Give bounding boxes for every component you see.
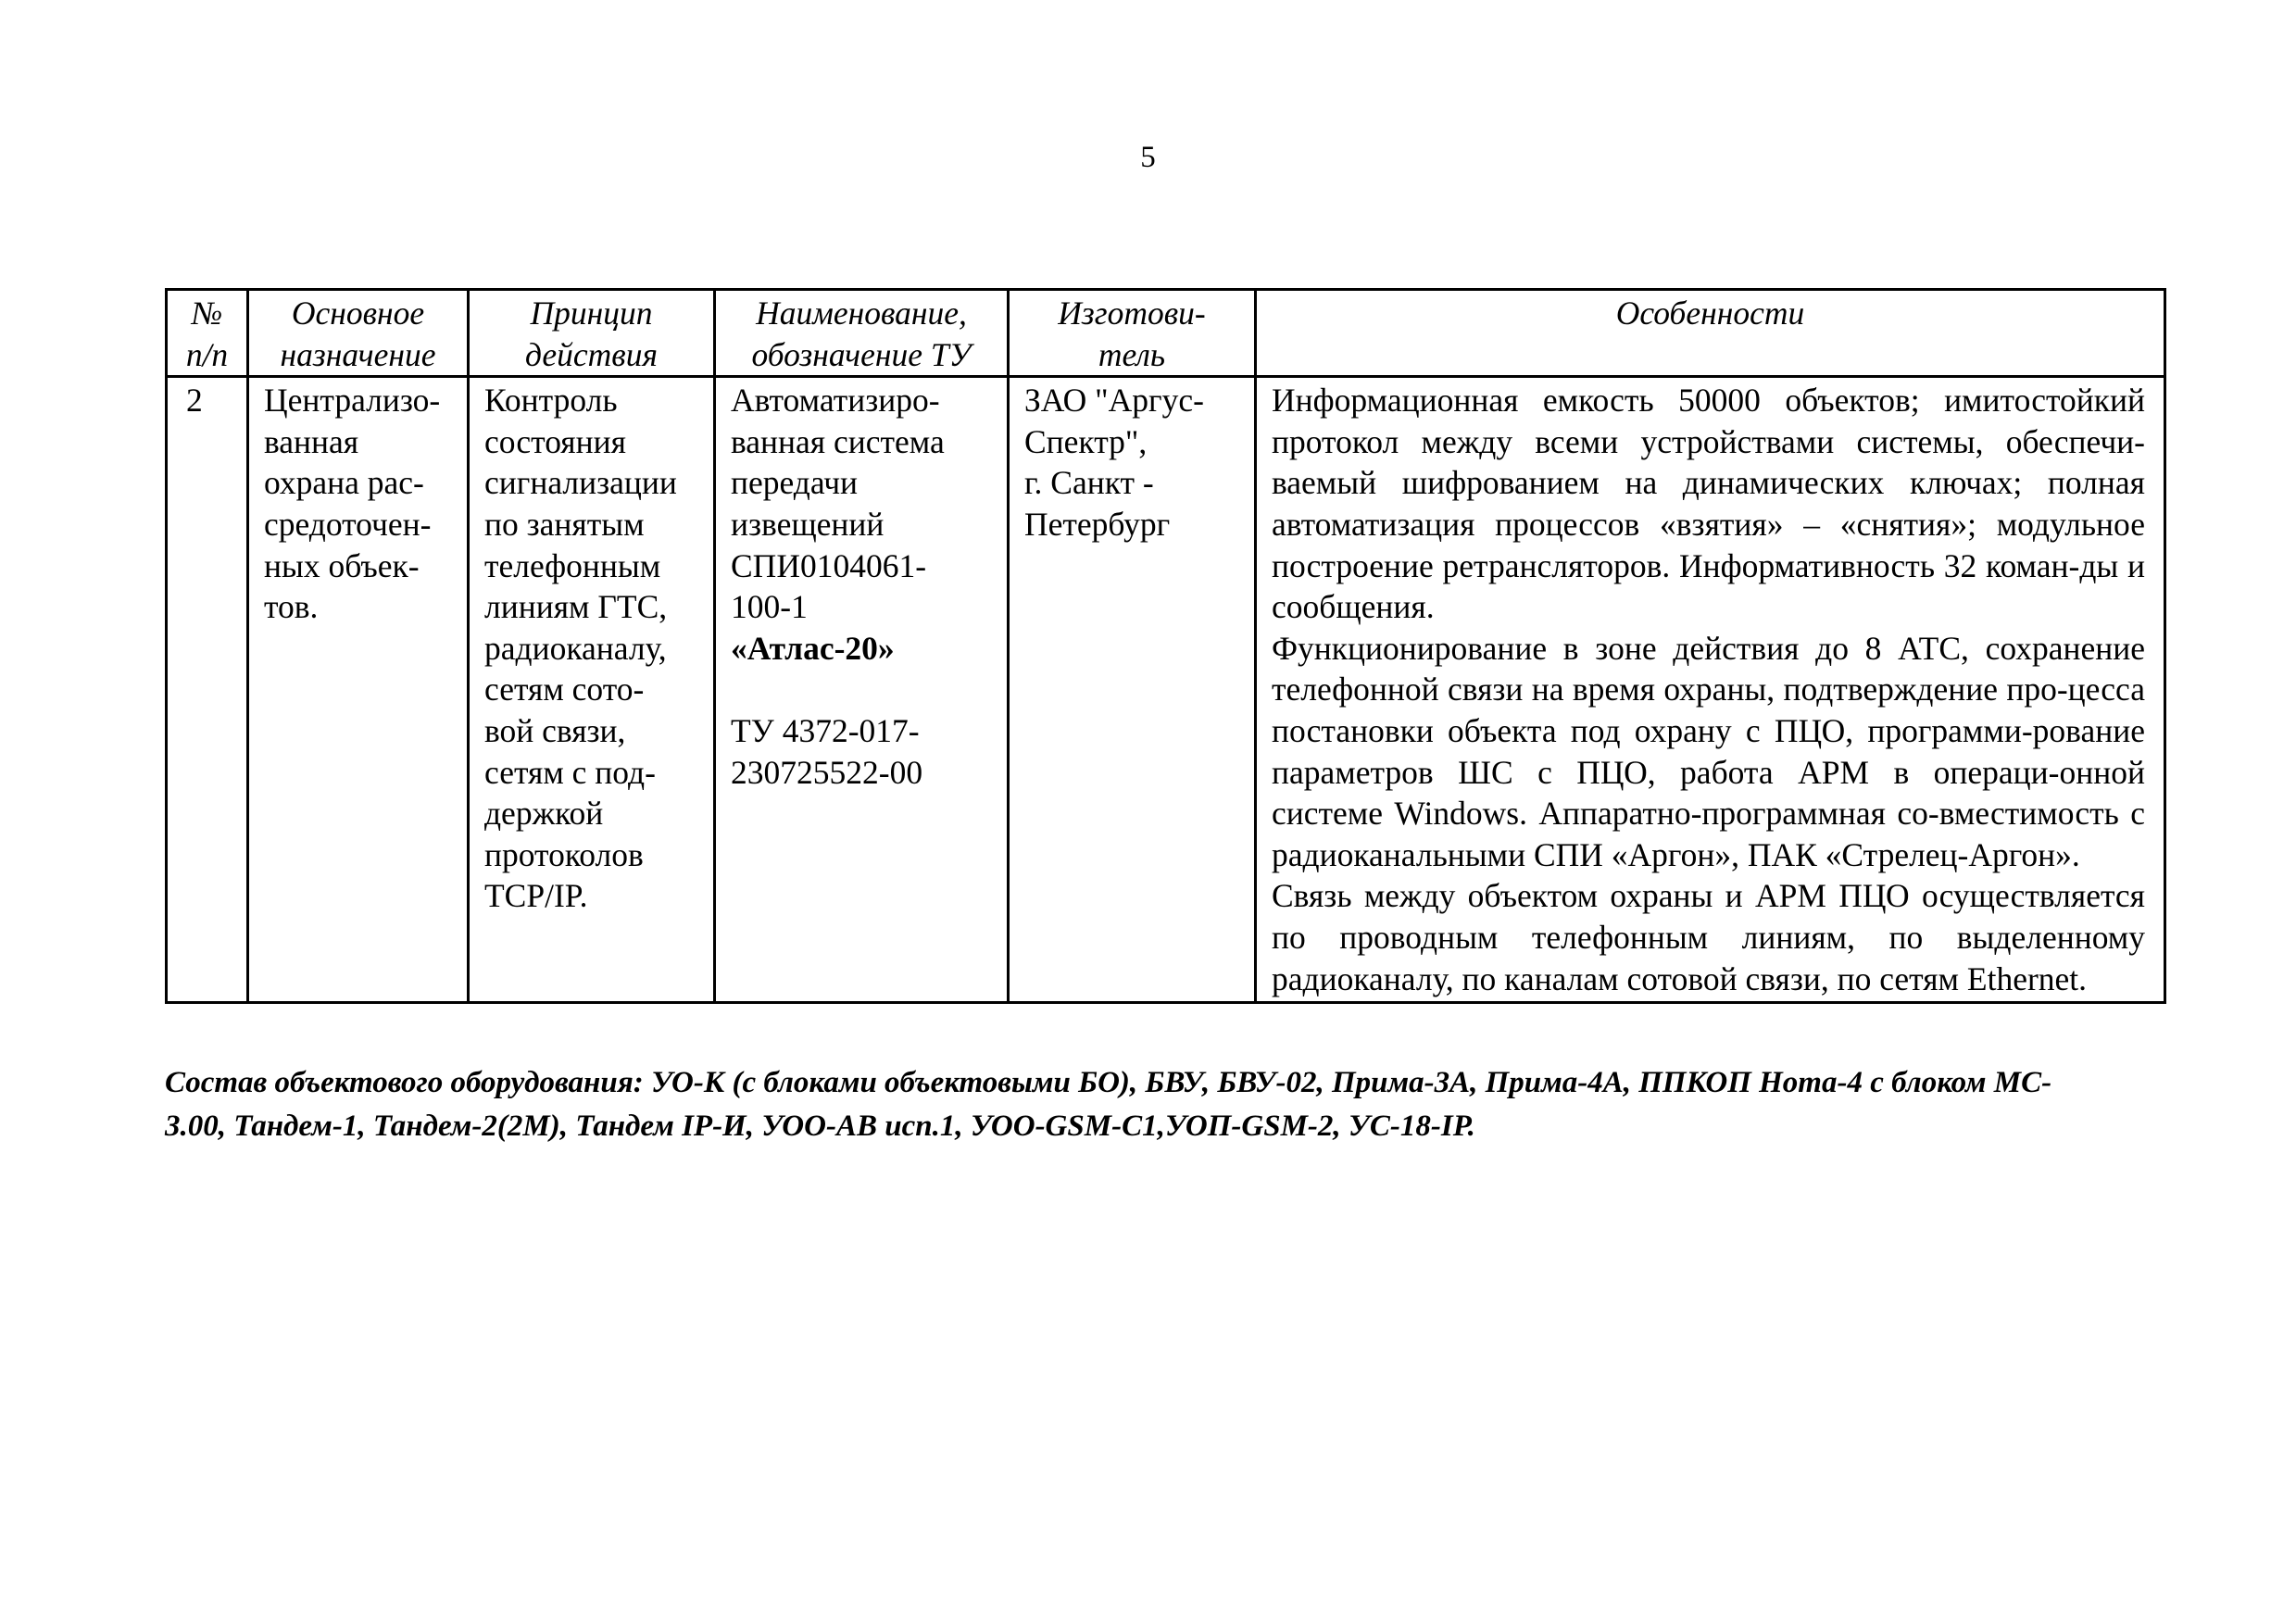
name-line: 100-1 <box>731 588 808 626</box>
principle-line: состояния <box>484 422 626 460</box>
tu-line: ТУ 4372-017- <box>731 711 920 749</box>
header-num <box>167 290 248 377</box>
purpose-line: средоточен- <box>264 505 432 543</box>
principle-line: вой связи, <box>484 711 626 749</box>
header-num-line1: № <box>191 295 223 332</box>
name-spacer <box>731 669 992 710</box>
principle-line: сетям с под- <box>484 753 656 791</box>
features-paragraph: Связь между объектом охраны и АРМ ПЦО осуществляется по проводным телефонным линиям, по выделенному радиоканалу, по каналам сотовой связи, по сетям Ethernet. <box>1272 877 2145 997</box>
cell-num: 2 <box>167 377 248 1003</box>
principle-line: сигнализации <box>484 464 677 502</box>
cell-purpose <box>248 377 469 1003</box>
header-purpose-line1: Основное <box>291 295 425 332</box>
header-name-line2: обозначение ТУ <box>751 335 972 373</box>
header-num-line2: п/п <box>185 335 229 373</box>
cell-manufacturer <box>1009 377 1256 1003</box>
page-number: 5 <box>1140 141 1156 174</box>
principle-line: телефонным <box>484 546 661 584</box>
header-principle-line1: Принцип <box>530 295 653 332</box>
purpose-line: ных объек- <box>264 546 420 584</box>
cell-name <box>715 377 1009 1003</box>
name-line: ванная система <box>731 422 945 460</box>
purpose-line: охрана рас- <box>264 464 424 502</box>
principle-line: линиям ГТС, <box>484 588 668 626</box>
header-principle-line2: действия <box>525 335 658 373</box>
features-paragraph: Информационная емкость 50000 объектов; имитостойкий протокол между всеми устройствами системы, обеспечи-ваемый шифрованием на динамических ключах; полная автоматизация процессов «взятия» – «снятия»; модульное построение ретрансляторов. Информативность 32 коман-ды и сообщения. <box>1272 382 2145 626</box>
header-manufacturer <box>1009 290 1256 377</box>
manufacturer-line: Петербург <box>1024 505 1171 543</box>
header-purpose <box>248 290 469 377</box>
principle-line: TCP/IP. <box>484 877 588 915</box>
manufacturer-line: г. Санкт - <box>1024 464 1154 502</box>
header-features <box>1256 290 2165 377</box>
principle-line: держкой <box>484 795 604 833</box>
cell-principle <box>469 377 715 1003</box>
principle-line: протоколов <box>484 835 644 873</box>
composition-note <box>165 1061 2165 1148</box>
tu-line: 230725522-00 <box>731 753 923 791</box>
header-manufacturer-line2: тель <box>1098 335 1166 373</box>
purpose-line: ванная <box>264 422 359 460</box>
composition-line: 3.00, Тандем-1, Тандем-2(2М), Тандем IP-И, УОО-АВ исп.1, УОО-GSM-С1,УОП-GSM-2, УС-18-IP. <box>165 1109 1475 1143</box>
principle-line: по занятым <box>484 505 645 543</box>
cell-features <box>1256 377 2165 1003</box>
header-features-line1: Особенности <box>1615 295 1805 332</box>
name-line: извещений <box>731 505 885 543</box>
purpose-line: Централизо- <box>264 382 441 420</box>
system-name-bold: «Атлас-20» <box>731 629 895 667</box>
table-row <box>167 377 2165 1003</box>
name-line: передачи <box>731 464 859 502</box>
principle-line: сетям сото- <box>484 671 645 708</box>
principle-line: Контроль <box>484 382 618 420</box>
principle-line: радиоканалу, <box>484 629 667 667</box>
manufacturer-line: ЗАО "Аргус- <box>1024 382 1204 420</box>
equipment-table <box>165 288 2166 1004</box>
name-line: СПИ0104061- <box>731 546 927 584</box>
header-name-line1: Наименование, <box>756 295 967 332</box>
header-manufacturer-line1: Изготови- <box>1058 295 1206 332</box>
features-paragraph: Функционирование в зоне действия до 8 АТС, сохранение телефонной связи на время охраны, подтверждение про-цесса постановки объекта под охрану с ПЦО, программи-рование параметров ШС с ПЦО, работа АРМ в операци-онной системе Windows. Аппаратно-программная со-вместимость с радиоканальными СПИ «Аргон», ПАК «Стрелец-Аргон». <box>1272 629 2145 873</box>
header-principle <box>469 290 715 377</box>
purpose-line: тов. <box>264 588 319 626</box>
header-purpose-line2: назначение <box>280 335 436 373</box>
composition-line: Состав объектового оборудования: УО-К (с блоками объектовыми БО), БВУ, БВУ-02, Прима-3А, Прима-4А, ППКОП Нота-4 с блоком МС- <box>165 1066 2052 1099</box>
table-header-row <box>167 290 2165 377</box>
name-line: Автоматизиро- <box>731 382 940 420</box>
header-name <box>715 290 1009 377</box>
manufacturer-line: Спектр", <box>1024 422 1148 460</box>
